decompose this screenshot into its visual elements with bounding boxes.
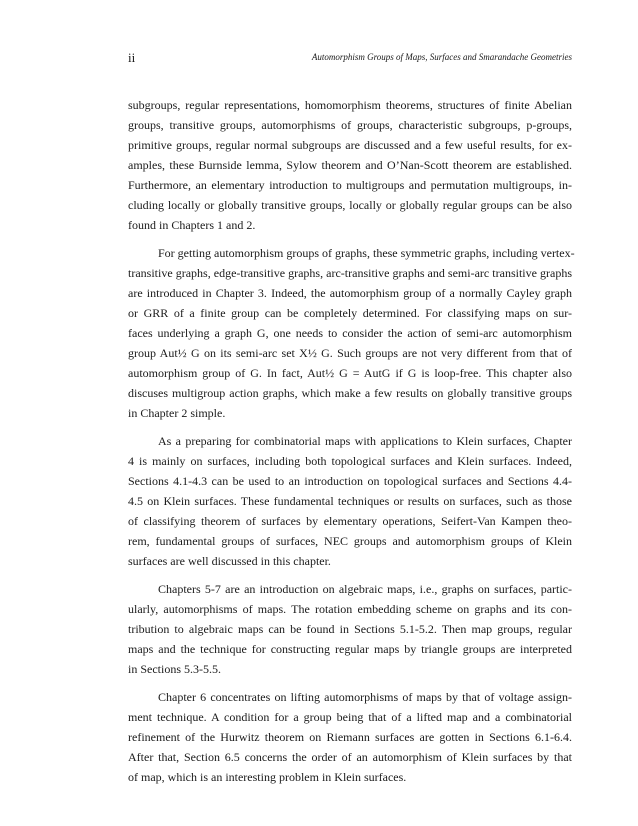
- paragraph: [128, 687, 572, 787]
- body-text: [128, 95, 575, 795]
- text-line: or GRR of a finite group can be completely determined. For classifying maps on sur-: [128, 306, 572, 320]
- text-line: 4.5 on Klein surfaces. These fundamental techniques or results on surfaces, such as those: [128, 494, 572, 508]
- text-line: group Aut½ G on its semi-arc set X½ G. Such groups are not very different from that of: [128, 346, 572, 360]
- text-line: For getting automorphism groups of graphs, these symmetric graphs, including vertex-: [158, 246, 575, 260]
- text-line: Chapter 6 concentrates on lifting automorphisms of maps by that of voltage assign-: [158, 690, 572, 704]
- text-line: Chapters 5-7 are an introduction on algebraic maps, i.e., graphs on surfaces, partic-: [158, 582, 572, 596]
- text-line: 4 is mainly on surfaces, including both topological surfaces and Klein surfaces. Indeed,: [128, 454, 572, 468]
- text-line: transitive graphs, edge-transitive graphs, arc-transitive graphs and semi-arc transitive graphs: [128, 266, 572, 280]
- page-header: [128, 50, 572, 66]
- text-line: primitive groups, regular normal subgroups are discussed and a few useful results, for ex-: [128, 138, 572, 152]
- running-title: Automorphism Groups of Maps, Surfaces and Smarandache Geometries: [311, 52, 572, 62]
- text-line: ment technique. A condition for a group being that of a lifted map and a combinatorial: [128, 710, 572, 724]
- text-line: found in Chapters 1 and 2.: [128, 218, 256, 232]
- text-line: Sections 4.1-4.3 can be used to an introduction on topological surfaces and Sections 4.4-: [128, 474, 572, 488]
- text-line: maps and the technique for constructing regular maps by triangle groups are interpreted: [128, 642, 572, 656]
- paragraph: [128, 431, 572, 571]
- text-line: surfaces are well discussed in this chapter.: [128, 554, 331, 568]
- paragraph: [128, 243, 575, 423]
- text-line: After that, Section 6.5 concerns the order of an automorphism of Klein surfaces by that: [128, 750, 572, 764]
- text-line: in Sections 5.3-5.5.: [128, 662, 221, 676]
- text-line: in Chapter 2 simple.: [128, 406, 226, 420]
- text-line: of map, which is an interesting problem in Klein surfaces.: [128, 770, 407, 784]
- page-number: ii: [128, 50, 136, 65]
- text-line: groups, transitive groups, automorphisms of groups, characteristic subgroups, p-groups,: [128, 118, 572, 132]
- text-line: of classifying theorem of surfaces by elementary operations, Seifert-Van Kampen theo-: [128, 514, 572, 528]
- text-line: Furthermore, an elementary introduction to multigroups and permutation multigroups, in-: [128, 178, 572, 192]
- text-line: As a preparing for combinatorial maps with applications to Klein surfaces, Chapter: [158, 434, 572, 448]
- text-line: amples, these Burnside lemma, Sylow theorem and O’Nan-Scott theorem are established.: [128, 158, 572, 172]
- text-line: refinement of the Hurwitz theorem on Riemann surfaces are gotten in Sections 6.1-6.4.: [128, 730, 572, 744]
- text-line: are introduced in Chapter 3. Indeed, the automorphism group of a normally Cayley graph: [128, 286, 572, 300]
- text-line: cluding locally or globally transitive groups, locally or globally regular groups can be also: [128, 198, 572, 212]
- text-line: discuses multigroup action graphs, which make a few results on globally transitive groups: [128, 386, 572, 400]
- text-line: subgroups, regular representations, homomorphism theorems, structures of finite Abelian: [128, 98, 572, 112]
- paragraph: [128, 579, 572, 679]
- text-line: faces underlying a graph G, one needs to consider the action of semi-arc automorphism: [128, 326, 572, 340]
- paragraph: [128, 95, 572, 235]
- text-line: tribution to algebraic maps can be found in Sections 5.1-5.2. Then map groups, regular: [128, 622, 572, 636]
- text-line: automorphism group of G. In fact, Aut½ G = AutG if G is loop-free. This chapter also: [128, 366, 572, 380]
- text-line: ularly, automorphisms of maps. The rotation embedding scheme on graphs and its con-: [128, 602, 572, 616]
- text-line: rem, fundamental groups of surfaces, NEC groups and automorphism groups of Klein: [128, 534, 572, 548]
